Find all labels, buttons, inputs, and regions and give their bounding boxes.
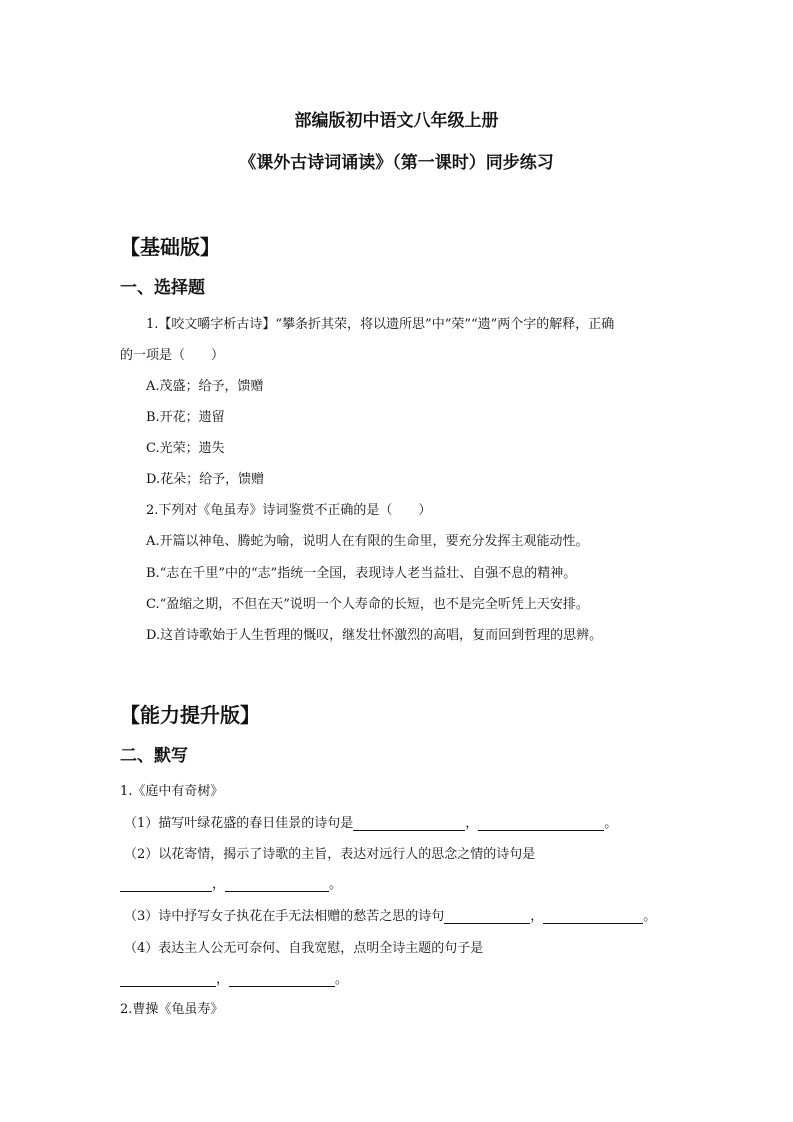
- q2-option-b: B.“志在千里”中的“志”指统一全国，表现诗人老当益壮、自强不息的精神。: [146, 566, 577, 581]
- comma: ，: [530, 909, 544, 924]
- answer-blank[interactable]: [229, 972, 335, 987]
- item1-title: 1.《庭中有奇树》: [120, 784, 224, 799]
- answer-blank[interactable]: [543, 909, 643, 924]
- q1-option-a: A.茂盛；给予，馈赠: [146, 379, 264, 394]
- dictation-q1-text: （1）描写叶绿花盛的春日佳景的诗句是: [124, 816, 354, 831]
- q2-option-d: D.这首诗歌始于人生哲理的慨叹，继发壮怀激烈的高唱，复而回到哲理的思辨。: [146, 628, 603, 643]
- item2-title: 2.曹操《龟虽寿》: [120, 1002, 224, 1017]
- comma: ，: [216, 972, 230, 987]
- dictation-q3: [124, 905, 656, 924]
- answer-blank[interactable]: [444, 909, 530, 924]
- dictation-q2-answer: [120, 873, 342, 892]
- dictation-q3-text: （3）诗中抒写女子执花在手无法相赠的愁苦之思的诗句: [124, 909, 445, 924]
- answer-blank[interactable]: [120, 972, 216, 987]
- answer-blank[interactable]: [353, 816, 465, 831]
- page-subtitle: 《课外古诗词诵读》（第一课时）同步练习: [239, 153, 554, 173]
- comma: ，: [212, 877, 226, 892]
- part-title-dictation: 二、默写: [120, 746, 188, 766]
- q1-option-c: C.光荣；遗失: [146, 441, 225, 456]
- period: 。: [335, 972, 349, 987]
- answer-blank[interactable]: [478, 816, 604, 831]
- dictation-q4: （4）表达主人公无可奈何、自我宽慰，点明全诗主题的句子是: [124, 941, 484, 956]
- section-heading-advanced: 【能力提升版】: [120, 703, 260, 727]
- dictation-q2: （2）以花寄情，揭示了诗歌的主旨，表达对远行人的思念之情的诗句是: [124, 847, 536, 862]
- period: 。: [643, 909, 657, 924]
- period: 。: [604, 816, 618, 831]
- q1-option-b: B.开花；遗留: [146, 410, 225, 425]
- comma: ，: [465, 816, 479, 831]
- section-heading-basic: 【基础版】: [120, 235, 220, 259]
- dictation-q1: [124, 812, 617, 831]
- q2-option-a: A.开篇以神龟、腾蛇为喻，说明人在有限的生命里，要充分发挥主观能动性。: [146, 534, 589, 549]
- q2-stem: 2.下列对《龟虽寿》诗词鉴赏不正确的是（ ）: [146, 503, 432, 518]
- q1-stem-line1: 1.【咬文嚼字析古诗】“攀条折其荣，将以遗所思”中“荣”“遗”两个字的解释，正确: [146, 317, 615, 332]
- answer-blank[interactable]: [120, 877, 212, 892]
- q2-option-c: C.“盈缩之期，不但在天”说明一个人寿命的长短，也不是完全听凭上天安排。: [146, 597, 589, 612]
- q1-option-d: D.花朵；给予，馈赠: [146, 472, 265, 487]
- period: 。: [329, 877, 343, 892]
- q1-stem-line2: 的一项是（ ）: [120, 348, 225, 363]
- part-title-choice: 一、选择题: [120, 278, 205, 298]
- page-title: 部编版初中语文八年级上册: [294, 111, 499, 131]
- answer-blank[interactable]: [225, 877, 329, 892]
- dictation-q4-answer: [120, 968, 348, 987]
